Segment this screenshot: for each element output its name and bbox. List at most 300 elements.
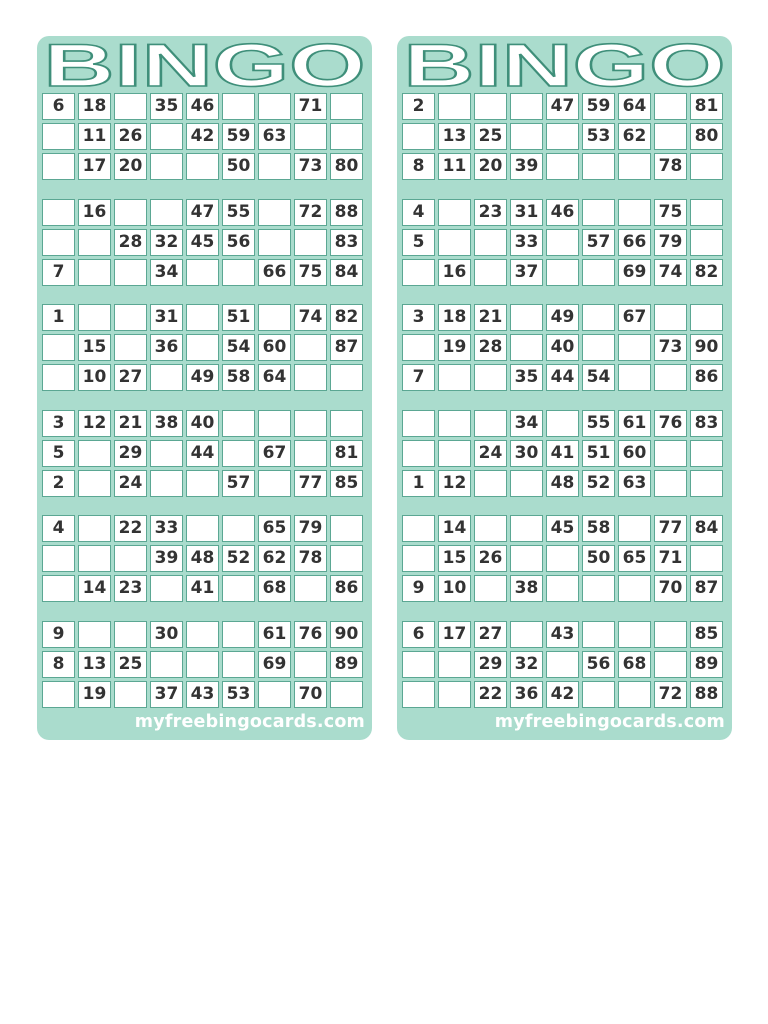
- number-cell: [258, 470, 291, 497]
- number-cell: 17: [78, 153, 111, 180]
- number-cell: [474, 470, 507, 497]
- number-cell: [654, 93, 687, 120]
- number-cell: [402, 334, 435, 361]
- number-cell: [114, 334, 147, 361]
- number-cell: [294, 440, 327, 467]
- number-cell: 45: [186, 229, 219, 256]
- number-cell: [582, 681, 615, 708]
- number-cell: 64: [618, 93, 651, 120]
- number-cell: 43: [546, 621, 579, 648]
- number-cell: [582, 259, 615, 286]
- number-cell: 55: [222, 199, 255, 226]
- number-cell: [150, 470, 183, 497]
- number-cell: 50: [582, 545, 615, 572]
- number-cell: 82: [330, 304, 363, 331]
- ticket-row: [402, 545, 723, 572]
- number-cell: 86: [690, 364, 723, 391]
- site-footer: myfreebingocards.com: [134, 712, 365, 732]
- number-cell: 35: [510, 364, 543, 391]
- number-cell: 87: [330, 334, 363, 361]
- number-cell: [150, 199, 183, 226]
- number-cell: [222, 410, 255, 437]
- number-cell: 89: [330, 651, 363, 678]
- number-cell: [546, 545, 579, 572]
- number-cell: [510, 334, 543, 361]
- number-cell: 79: [294, 515, 327, 542]
- number-cell: 19: [78, 681, 111, 708]
- ticket-row: [42, 651, 363, 678]
- bingo-strip-2: [397, 36, 732, 740]
- number-cell: 83: [330, 229, 363, 256]
- number-cell: 69: [618, 259, 651, 286]
- number-cell: 49: [186, 364, 219, 391]
- number-cell: [186, 153, 219, 180]
- number-cell: [438, 410, 471, 437]
- number-cell: 14: [78, 575, 111, 602]
- number-cell: 8: [402, 153, 435, 180]
- number-cell: 15: [438, 545, 471, 572]
- ticket-row: [402, 681, 723, 708]
- number-cell: [654, 304, 687, 331]
- number-cell: [654, 123, 687, 150]
- number-cell: 60: [618, 440, 651, 467]
- ticket-row: [42, 153, 363, 180]
- number-cell: 67: [618, 304, 651, 331]
- number-cell: 29: [114, 440, 147, 467]
- number-cell: 33: [510, 229, 543, 256]
- number-cell: 8: [42, 651, 75, 678]
- ticket-row: [42, 304, 363, 331]
- number-cell: 57: [222, 470, 255, 497]
- number-cell: [510, 304, 543, 331]
- number-cell: 53: [582, 123, 615, 150]
- number-cell: [690, 229, 723, 256]
- number-cell: 72: [654, 681, 687, 708]
- number-cell: [150, 153, 183, 180]
- number-cell: 81: [330, 440, 363, 467]
- ticket-row: [42, 334, 363, 361]
- number-cell: [402, 440, 435, 467]
- number-cell: [42, 123, 75, 150]
- number-cell: [150, 440, 183, 467]
- number-cell: [582, 304, 615, 331]
- number-cell: [42, 545, 75, 572]
- number-cell: 48: [546, 470, 579, 497]
- number-cell: 51: [222, 304, 255, 331]
- ticket-row: [402, 199, 723, 226]
- number-cell: [690, 153, 723, 180]
- number-cell: 30: [150, 621, 183, 648]
- number-cell: 90: [330, 621, 363, 648]
- number-cell: 49: [546, 304, 579, 331]
- number-cell: [150, 123, 183, 150]
- ticket-row: [402, 410, 723, 437]
- number-cell: [654, 440, 687, 467]
- number-cell: [258, 410, 291, 437]
- number-cell: 32: [150, 229, 183, 256]
- number-cell: 42: [186, 123, 219, 150]
- number-cell: 44: [546, 364, 579, 391]
- number-cell: [654, 651, 687, 678]
- number-cell: 3: [402, 304, 435, 331]
- number-cell: 41: [546, 440, 579, 467]
- ticket-row: [42, 410, 363, 437]
- ticket-row: [402, 153, 723, 180]
- number-cell: [402, 123, 435, 150]
- number-cell: 54: [582, 364, 615, 391]
- number-cell: 18: [78, 93, 111, 120]
- number-cell: [438, 229, 471, 256]
- number-cell: [690, 199, 723, 226]
- number-cell: 5: [402, 229, 435, 256]
- number-cell: 80: [690, 123, 723, 150]
- number-cell: [618, 199, 651, 226]
- number-cell: 64: [258, 364, 291, 391]
- number-cell: [186, 304, 219, 331]
- number-cell: [618, 334, 651, 361]
- number-cell: 74: [654, 259, 687, 286]
- number-cell: [42, 199, 75, 226]
- number-cell: [546, 229, 579, 256]
- number-cell: 13: [438, 123, 471, 150]
- number-cell: [294, 123, 327, 150]
- number-cell: [474, 575, 507, 602]
- number-cell: 78: [654, 153, 687, 180]
- number-cell: 82: [690, 259, 723, 286]
- number-cell: 31: [150, 304, 183, 331]
- number-cell: 73: [654, 334, 687, 361]
- number-cell: [654, 621, 687, 648]
- number-cell: 28: [474, 334, 507, 361]
- number-cell: 47: [546, 93, 579, 120]
- number-cell: 58: [582, 515, 615, 542]
- number-cell: 4: [42, 515, 75, 542]
- number-cell: 26: [114, 123, 147, 150]
- number-cell: 75: [294, 259, 327, 286]
- number-cell: 22: [474, 681, 507, 708]
- number-cell: 20: [474, 153, 507, 180]
- number-cell: [582, 334, 615, 361]
- number-cell: 19: [438, 334, 471, 361]
- number-cell: [258, 93, 291, 120]
- ticket-row: [42, 229, 363, 256]
- number-cell: [582, 575, 615, 602]
- number-cell: 25: [474, 123, 507, 150]
- ticket-row: [402, 123, 723, 150]
- number-cell: [42, 681, 75, 708]
- number-cell: [402, 410, 435, 437]
- number-cell: [510, 470, 543, 497]
- number-cell: [186, 334, 219, 361]
- number-cell: 56: [582, 651, 615, 678]
- number-cell: [690, 470, 723, 497]
- number-cell: 23: [474, 199, 507, 226]
- number-cell: [510, 123, 543, 150]
- number-cell: 47: [186, 199, 219, 226]
- number-cell: [186, 259, 219, 286]
- number-cell: [582, 153, 615, 180]
- number-cell: 23: [114, 575, 147, 602]
- number-cell: 87: [690, 575, 723, 602]
- number-cell: [618, 153, 651, 180]
- number-cell: [42, 575, 75, 602]
- number-cell: 83: [690, 410, 723, 437]
- number-cell: [330, 545, 363, 572]
- number-cell: [258, 304, 291, 331]
- number-cell: [474, 93, 507, 120]
- number-cell: 65: [258, 515, 291, 542]
- number-cell: 80: [330, 153, 363, 180]
- number-cell: 50: [222, 153, 255, 180]
- number-cell: [402, 651, 435, 678]
- number-cell: 74: [294, 304, 327, 331]
- number-cell: [546, 410, 579, 437]
- number-cell: 66: [258, 259, 291, 286]
- number-cell: 62: [618, 123, 651, 150]
- number-cell: [618, 575, 651, 602]
- number-cell: 73: [294, 153, 327, 180]
- number-cell: 68: [618, 651, 651, 678]
- number-cell: [690, 304, 723, 331]
- number-cell: [114, 621, 147, 648]
- ticket-row: [402, 470, 723, 497]
- number-cell: 22: [114, 515, 147, 542]
- number-cell: [546, 123, 579, 150]
- number-cell: 1: [42, 304, 75, 331]
- number-cell: [546, 651, 579, 678]
- ticket-row: [42, 545, 363, 572]
- number-cell: 43: [186, 681, 219, 708]
- number-cell: 58: [222, 364, 255, 391]
- number-cell: 88: [330, 199, 363, 226]
- number-cell: 63: [618, 470, 651, 497]
- number-cell: 39: [510, 153, 543, 180]
- number-cell: 15: [78, 334, 111, 361]
- number-cell: 31: [510, 199, 543, 226]
- number-cell: 16: [438, 259, 471, 286]
- number-cell: 10: [78, 364, 111, 391]
- number-cell: 77: [294, 470, 327, 497]
- number-cell: 56: [222, 229, 255, 256]
- number-cell: 38: [150, 410, 183, 437]
- number-cell: [330, 93, 363, 120]
- number-cell: [150, 364, 183, 391]
- number-cell: 36: [510, 681, 543, 708]
- number-cell: 40: [546, 334, 579, 361]
- number-cell: 84: [330, 259, 363, 286]
- number-cell: 24: [474, 440, 507, 467]
- number-cell: [78, 515, 111, 542]
- number-cell: 5: [42, 440, 75, 467]
- number-cell: 39: [150, 545, 183, 572]
- number-cell: [294, 410, 327, 437]
- bingo-title-text: BINGO: [43, 42, 366, 88]
- number-cell: 25: [114, 651, 147, 678]
- number-cell: [510, 93, 543, 120]
- number-cell: 34: [150, 259, 183, 286]
- number-cell: [222, 93, 255, 120]
- number-cell: 35: [150, 93, 183, 120]
- number-cell: 12: [78, 410, 111, 437]
- number-cell: [546, 259, 579, 286]
- bingo-title: [41, 42, 368, 88]
- number-cell: 46: [546, 199, 579, 226]
- number-cell: 48: [186, 545, 219, 572]
- number-cell: [294, 651, 327, 678]
- number-cell: [330, 410, 363, 437]
- number-cell: 71: [294, 93, 327, 120]
- number-cell: [330, 123, 363, 150]
- number-cell: 11: [438, 153, 471, 180]
- number-cell: [114, 259, 147, 286]
- number-cell: [402, 681, 435, 708]
- number-cell: [438, 199, 471, 226]
- number-cell: 76: [294, 621, 327, 648]
- number-cell: [258, 199, 291, 226]
- number-cell: [114, 545, 147, 572]
- number-cell: 20: [114, 153, 147, 180]
- number-cell: 3: [42, 410, 75, 437]
- number-cell: [78, 229, 111, 256]
- number-cell: 69: [258, 651, 291, 678]
- number-cell: [114, 681, 147, 708]
- number-cell: [294, 575, 327, 602]
- number-cell: 7: [402, 364, 435, 391]
- number-cell: 17: [438, 621, 471, 648]
- number-cell: [546, 153, 579, 180]
- number-cell: 27: [474, 621, 507, 648]
- number-cell: 44: [186, 440, 219, 467]
- number-cell: [294, 364, 327, 391]
- number-cell: [618, 515, 651, 542]
- number-cell: [690, 545, 723, 572]
- number-cell: 59: [222, 123, 255, 150]
- number-cell: 59: [582, 93, 615, 120]
- ticket-row: [42, 364, 363, 391]
- number-cell: 51: [582, 440, 615, 467]
- number-cell: [114, 93, 147, 120]
- number-cell: [654, 470, 687, 497]
- number-cell: [402, 515, 435, 542]
- number-cell: 75: [654, 199, 687, 226]
- number-cell: [222, 440, 255, 467]
- number-cell: [438, 681, 471, 708]
- number-cell: [258, 153, 291, 180]
- number-cell: [474, 515, 507, 542]
- number-cell: [474, 259, 507, 286]
- number-cell: 45: [546, 515, 579, 542]
- number-cell: 60: [258, 334, 291, 361]
- number-cell: 52: [582, 470, 615, 497]
- number-cell: 26: [474, 545, 507, 572]
- number-cell: 84: [690, 515, 723, 542]
- number-cell: [258, 681, 291, 708]
- number-cell: 9: [42, 621, 75, 648]
- number-cell: 1: [402, 470, 435, 497]
- number-cell: [114, 199, 147, 226]
- number-cell: [618, 621, 651, 648]
- number-cell: [402, 259, 435, 286]
- number-cell: 57: [582, 229, 615, 256]
- number-cell: 52: [222, 545, 255, 572]
- number-cell: [186, 651, 219, 678]
- number-cell: 29: [474, 651, 507, 678]
- number-cell: [294, 229, 327, 256]
- number-cell: 53: [222, 681, 255, 708]
- number-cell: [294, 334, 327, 361]
- number-cell: [150, 575, 183, 602]
- number-cell: [510, 515, 543, 542]
- number-cell: 78: [294, 545, 327, 572]
- number-cell: [150, 651, 183, 678]
- number-cell: 61: [258, 621, 291, 648]
- ticket-row: [402, 229, 723, 256]
- number-cell: 65: [618, 545, 651, 572]
- ticket-row: [402, 575, 723, 602]
- ticket-row: [42, 681, 363, 708]
- number-cell: 7: [42, 259, 75, 286]
- number-cell: 55: [582, 410, 615, 437]
- number-cell: 37: [510, 259, 543, 286]
- number-cell: 14: [438, 515, 471, 542]
- ticket-row: [402, 304, 723, 331]
- number-cell: 21: [474, 304, 507, 331]
- number-cell: [618, 681, 651, 708]
- number-cell: [78, 545, 111, 572]
- number-cell: 10: [438, 575, 471, 602]
- number-cell: 46: [186, 93, 219, 120]
- number-cell: [42, 364, 75, 391]
- ticket-row: [42, 259, 363, 286]
- number-cell: 18: [438, 304, 471, 331]
- ticket-row: [42, 440, 363, 467]
- number-cell: 81: [690, 93, 723, 120]
- number-cell: 40: [186, 410, 219, 437]
- ticket-row: [42, 123, 363, 150]
- ticket-row: [402, 621, 723, 648]
- ticket-row: [402, 515, 723, 542]
- ticket-row: [42, 575, 363, 602]
- number-cell: 6: [42, 93, 75, 120]
- number-cell: 33: [150, 515, 183, 542]
- number-cell: 28: [114, 229, 147, 256]
- number-cell: [78, 470, 111, 497]
- site-footer: myfreebingocards.com: [494, 712, 725, 732]
- number-cell: [438, 440, 471, 467]
- number-cell: 76: [654, 410, 687, 437]
- number-cell: 68: [258, 575, 291, 602]
- number-cell: [330, 681, 363, 708]
- number-cell: [222, 515, 255, 542]
- number-cell: [222, 621, 255, 648]
- number-cell: 27: [114, 364, 147, 391]
- number-cell: 61: [618, 410, 651, 437]
- number-cell: [474, 229, 507, 256]
- number-cell: 66: [618, 229, 651, 256]
- number-cell: 67: [258, 440, 291, 467]
- number-cell: [330, 364, 363, 391]
- number-cell: [114, 304, 147, 331]
- number-cell: 38: [510, 575, 543, 602]
- number-cell: 13: [78, 651, 111, 678]
- number-cell: 70: [654, 575, 687, 602]
- number-cell: 42: [546, 681, 579, 708]
- number-cell: 72: [294, 199, 327, 226]
- number-cell: [186, 470, 219, 497]
- number-cell: 79: [654, 229, 687, 256]
- number-cell: [654, 364, 687, 391]
- number-cell: [186, 621, 219, 648]
